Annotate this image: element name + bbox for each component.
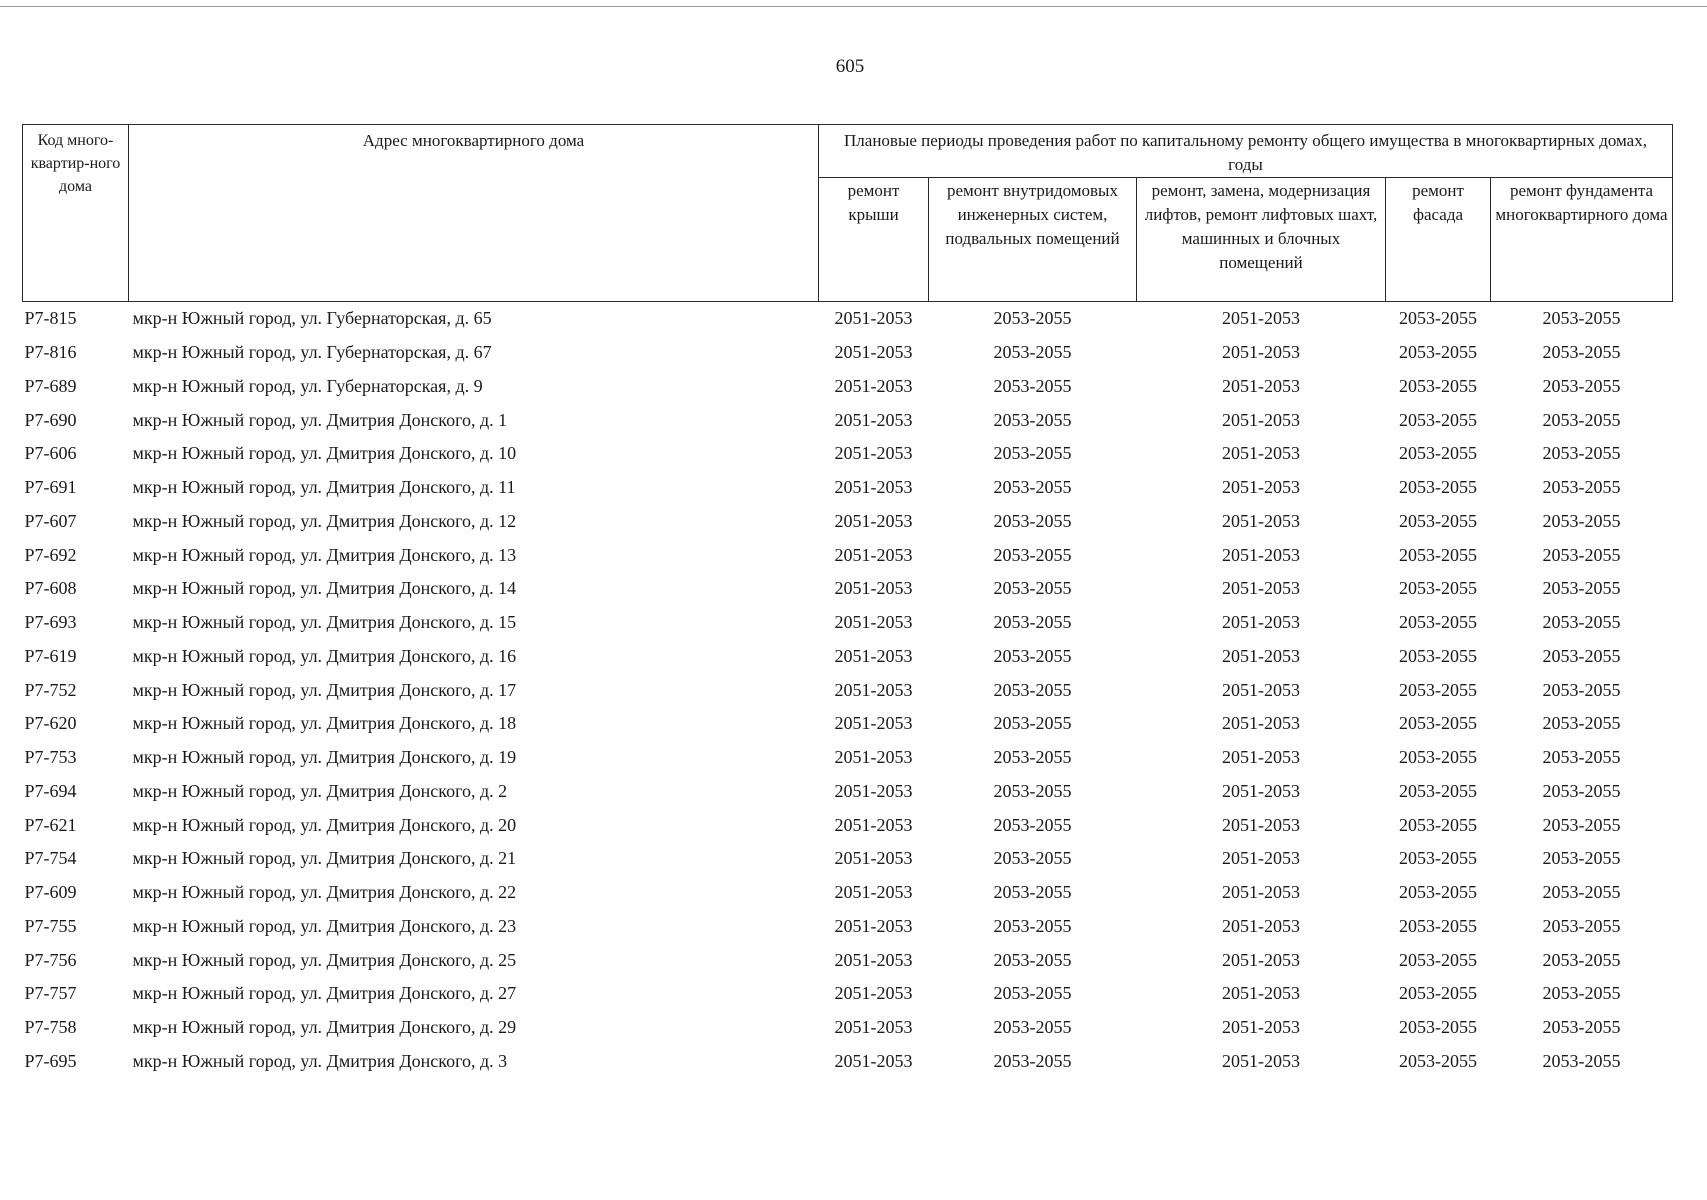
table-row [23, 1011, 1673, 1045]
cell-lifts: 2051-2053 [1222, 510, 1300, 531]
cell-foundation: 2053-2055 [1542, 882, 1621, 903]
cell-code: Р7-753 [24, 747, 77, 768]
cell-facade: 2053-2055 [1399, 443, 1477, 464]
cell-facade: 2053-2055 [1399, 780, 1477, 801]
cell-facade: 2053-2055 [1399, 848, 1477, 869]
cell-code: Р7-692 [24, 544, 77, 565]
cell-facade: 2053-2055 [1399, 375, 1477, 396]
cell-facade: 2053-2055 [1399, 477, 1477, 498]
cell-foundation: 2053-2055 [1542, 578, 1621, 599]
cell-roof: 2051-2053 [834, 848, 913, 869]
header-roof: ремонт крыши [819, 178, 929, 302]
cell-lifts: 2051-2053 [1222, 882, 1300, 903]
table-row [23, 842, 1673, 876]
cell-address: мкр-н Южный город, ул. Губернаторская, д. 65 [132, 308, 492, 329]
cell-code: Р7-757 [24, 983, 77, 1004]
cell-roof: 2051-2053 [834, 983, 913, 1004]
cell-code: Р7-756 [24, 949, 77, 970]
cell-systems: 2053-2055 [993, 1050, 1072, 1071]
cell-foundation: 2053-2055 [1542, 645, 1621, 666]
cell-code: Р7-816 [24, 342, 77, 363]
cell-systems: 2053-2055 [993, 612, 1072, 633]
cell-lifts: 2051-2053 [1222, 443, 1300, 464]
table-body [23, 302, 1673, 1079]
cell-address: мкр-н Южный город, ул. Дмитрия Донского, д. 21 [132, 848, 517, 869]
cell-roof: 2051-2053 [834, 544, 913, 565]
table-row [23, 741, 1673, 775]
cell-lifts: 2051-2053 [1222, 1050, 1300, 1071]
cell-facade: 2053-2055 [1399, 612, 1477, 633]
cell-systems: 2053-2055 [993, 578, 1072, 599]
cell-foundation: 2053-2055 [1542, 375, 1621, 396]
repair-schedule-table [22, 124, 1673, 1078]
cell-address: мкр-н Южный город, ул. Дмитрия Донского, д. 10 [132, 443, 517, 464]
table-row [23, 370, 1673, 404]
cell-roof: 2051-2053 [834, 443, 913, 464]
cell-lifts: 2051-2053 [1222, 747, 1300, 768]
cell-lifts: 2051-2053 [1222, 645, 1300, 666]
cell-roof: 2051-2053 [834, 1017, 913, 1038]
cell-roof: 2051-2053 [834, 375, 913, 396]
cell-systems: 2053-2055 [993, 443, 1072, 464]
cell-address: мкр-н Южный город, ул. Дмитрия Донского, д. 19 [132, 747, 517, 768]
cell-foundation: 2053-2055 [1542, 747, 1621, 768]
cell-roof: 2051-2053 [834, 814, 913, 835]
table-row [23, 673, 1673, 707]
cell-address: мкр-н Южный город, ул. Дмитрия Донского, д. 20 [132, 814, 517, 835]
cell-foundation: 2053-2055 [1542, 713, 1621, 734]
cell-facade: 2053-2055 [1399, 544, 1477, 565]
cell-code: Р7-606 [24, 443, 77, 464]
page-number: 605 [835, 56, 865, 77]
table-row [23, 437, 1673, 471]
cell-facade: 2053-2055 [1399, 814, 1477, 835]
cell-facade: 2053-2055 [1399, 308, 1477, 329]
cell-code: Р7-607 [24, 510, 77, 531]
cell-address: мкр-н Южный город, ул. Дмитрия Донского, д. 18 [132, 713, 517, 734]
cell-lifts: 2051-2053 [1222, 713, 1300, 734]
cell-address: мкр-н Южный город, ул. Губернаторская, д. 67 [132, 342, 492, 363]
cell-facade: 2053-2055 [1399, 949, 1477, 970]
cell-foundation: 2053-2055 [1542, 612, 1621, 633]
cell-facade: 2053-2055 [1399, 713, 1477, 734]
cell-address: мкр-н Южный город, ул. Дмитрия Донского, д. 2 [132, 780, 508, 801]
table-row [23, 808, 1673, 842]
cell-code: Р7-608 [24, 578, 77, 599]
cell-code: Р7-689 [24, 375, 77, 396]
cell-foundation: 2053-2055 [1542, 1050, 1621, 1071]
cell-systems: 2053-2055 [993, 645, 1072, 666]
cell-lifts: 2051-2053 [1222, 544, 1300, 565]
cell-facade: 2053-2055 [1399, 645, 1477, 666]
cell-address: мкр-н Южный город, ул. Дмитрия Донского, д. 29 [132, 1017, 517, 1038]
cell-roof: 2051-2053 [834, 915, 913, 936]
cell-systems: 2053-2055 [993, 882, 1072, 903]
cell-systems: 2053-2055 [993, 949, 1072, 970]
cell-foundation: 2053-2055 [1542, 915, 1621, 936]
cell-systems: 2053-2055 [993, 375, 1072, 396]
table-row [23, 606, 1673, 640]
header-address: Адрес многоквартирного дома [129, 125, 819, 302]
cell-foundation: 2053-2055 [1542, 848, 1621, 869]
table-row [23, 336, 1673, 370]
cell-systems: 2053-2055 [993, 1017, 1072, 1038]
table-row [23, 775, 1673, 809]
cell-code: Р7-619 [24, 645, 77, 666]
cell-systems: 2053-2055 [993, 308, 1072, 329]
cell-foundation: 2053-2055 [1542, 949, 1621, 970]
cell-address: мкр-н Южный город, ул. Дмитрия Донского, д. 1 [132, 409, 508, 430]
table-row [23, 640, 1673, 674]
cell-address: мкр-н Южный город, ул. Дмитрия Донского, д. 12 [132, 510, 517, 531]
cell-address: мкр-н Южный город, ул. Дмитрия Донского, д. 15 [132, 612, 517, 633]
cell-lifts: 2051-2053 [1222, 477, 1300, 498]
cell-facade: 2053-2055 [1399, 342, 1477, 363]
cell-foundation: 2053-2055 [1542, 409, 1621, 430]
cell-address: мкр-н Южный город, ул. Дмитрия Донского, д. 23 [132, 915, 517, 936]
cell-roof: 2051-2053 [834, 780, 913, 801]
cell-address: мкр-н Южный город, ул. Дмитрия Донского, д. 3 [132, 1050, 508, 1071]
cell-roof: 2051-2053 [834, 510, 913, 531]
cell-lifts: 2051-2053 [1222, 949, 1300, 970]
cell-lifts: 2051-2053 [1222, 983, 1300, 1004]
table-row [23, 505, 1673, 539]
cell-foundation: 2053-2055 [1542, 477, 1621, 498]
table-row [23, 538, 1673, 572]
cell-address: мкр-н Южный город, ул. Дмитрия Донского, д. 17 [132, 679, 517, 700]
cell-systems: 2053-2055 [993, 342, 1072, 363]
cell-lifts: 2051-2053 [1222, 409, 1300, 430]
cell-foundation: 2053-2055 [1542, 780, 1621, 801]
cell-lifts: 2051-2053 [1222, 814, 1300, 835]
cell-code: Р7-621 [24, 814, 77, 835]
cell-code: Р7-815 [24, 308, 77, 329]
cell-code: Р7-690 [24, 409, 77, 430]
cell-foundation: 2053-2055 [1542, 510, 1621, 531]
cell-roof: 2051-2053 [834, 409, 913, 430]
cell-address: мкр-н Южный город, ул. Дмитрия Донского, д. 11 [132, 477, 516, 498]
cell-lifts: 2051-2053 [1222, 578, 1300, 599]
cell-facade: 2053-2055 [1399, 915, 1477, 936]
cell-foundation: 2053-2055 [1542, 443, 1621, 464]
table-row [23, 302, 1673, 336]
cell-code: Р7-693 [24, 612, 77, 633]
cell-roof: 2051-2053 [834, 713, 913, 734]
cell-systems: 2053-2055 [993, 409, 1072, 430]
cell-code: Р7-609 [24, 882, 77, 903]
cell-systems: 2053-2055 [993, 780, 1072, 801]
cell-address: мкр-н Южный город, ул. Дмитрия Донского, д. 13 [132, 544, 517, 565]
cell-lifts: 2051-2053 [1222, 1017, 1300, 1038]
cell-address: мкр-н Южный город, ул. Дмитрия Донского, д. 22 [132, 882, 517, 903]
cell-systems: 2053-2055 [993, 915, 1072, 936]
cell-roof: 2051-2053 [834, 477, 913, 498]
table-row [23, 1045, 1673, 1079]
cell-facade: 2053-2055 [1399, 578, 1477, 599]
cell-lifts: 2051-2053 [1222, 679, 1300, 700]
cell-address: мкр-н Южный город, ул. Дмитрия Донского, д. 25 [132, 949, 517, 970]
cell-code: Р7-754 [24, 848, 77, 869]
cell-foundation: 2053-2055 [1542, 1017, 1621, 1038]
cell-address: мкр-н Южный город, ул. Дмитрия Донского, д. 27 [132, 983, 517, 1004]
cell-lifts: 2051-2053 [1222, 780, 1300, 801]
cell-foundation: 2053-2055 [1542, 983, 1621, 1004]
cell-roof: 2051-2053 [834, 882, 913, 903]
cell-code: Р7-755 [24, 915, 77, 936]
cell-systems: 2053-2055 [993, 510, 1072, 531]
cell-systems: 2053-2055 [993, 477, 1072, 498]
cell-address: мкр-н Южный город, ул. Губернаторская, д. 9 [132, 375, 483, 396]
cell-lifts: 2051-2053 [1222, 612, 1300, 633]
cell-systems: 2053-2055 [993, 747, 1072, 768]
cell-address: мкр-н Южный город, ул. Дмитрия Донского, д. 14 [132, 578, 517, 599]
cell-systems: 2053-2055 [993, 983, 1072, 1004]
cell-facade: 2053-2055 [1399, 882, 1477, 903]
cell-code: Р7-695 [24, 1050, 77, 1071]
cell-facade: 2053-2055 [1399, 1017, 1477, 1038]
cell-code: Р7-758 [24, 1017, 77, 1038]
top-rule [0, 6, 1707, 7]
cell-roof: 2051-2053 [834, 1050, 913, 1071]
cell-roof: 2051-2053 [834, 747, 913, 768]
cell-foundation: 2053-2055 [1542, 814, 1621, 835]
cell-address: мкр-н Южный город, ул. Дмитрия Донского, д. 16 [132, 645, 517, 666]
cell-roof: 2051-2053 [834, 612, 913, 633]
header-lifts: ремонт, замена, модернизация лифтов, ремонт лифтовых шахт, машинных и блочных помещений [1137, 178, 1386, 302]
table-row [23, 910, 1673, 944]
cell-lifts: 2051-2053 [1222, 342, 1300, 363]
cell-roof: 2051-2053 [834, 308, 913, 329]
cell-roof: 2051-2053 [834, 578, 913, 599]
cell-facade: 2053-2055 [1399, 510, 1477, 531]
table-row [23, 977, 1673, 1011]
header-systems: ремонт внутридомовых инженерных систем, подвальных помещений [929, 178, 1137, 302]
cell-systems: 2053-2055 [993, 814, 1072, 835]
header-foundation: ремонт фундамента многоквартирного дома [1491, 178, 1673, 302]
cell-roof: 2051-2053 [834, 342, 913, 363]
table-row [23, 403, 1673, 437]
header-periods-group: Плановые периоды проведения работ по капитальному ремонту общего имущества в многоквартирных домах, годы [819, 125, 1673, 178]
table-row [23, 471, 1673, 505]
table-row [23, 943, 1673, 977]
cell-lifts: 2051-2053 [1222, 848, 1300, 869]
cell-foundation: 2053-2055 [1542, 342, 1621, 363]
cell-code: Р7-752 [24, 679, 77, 700]
cell-facade: 2053-2055 [1399, 409, 1477, 430]
table-row [23, 707, 1673, 741]
cell-systems: 2053-2055 [993, 544, 1072, 565]
header-code: Код много-квартир-ного дома [23, 125, 129, 302]
cell-facade: 2053-2055 [1399, 747, 1477, 768]
cell-roof: 2051-2053 [834, 679, 913, 700]
table-row [23, 572, 1673, 606]
cell-code: Р7-620 [24, 713, 77, 734]
cell-systems: 2053-2055 [993, 848, 1072, 869]
cell-systems: 2053-2055 [993, 679, 1072, 700]
cell-lifts: 2051-2053 [1222, 375, 1300, 396]
cell-systems: 2053-2055 [993, 713, 1072, 734]
cell-foundation: 2053-2055 [1542, 679, 1621, 700]
cell-foundation: 2053-2055 [1542, 544, 1621, 565]
cell-facade: 2053-2055 [1399, 1050, 1477, 1071]
cell-code: Р7-691 [24, 477, 77, 498]
cell-roof: 2051-2053 [834, 949, 913, 970]
cell-lifts: 2051-2053 [1222, 308, 1300, 329]
cell-foundation: 2053-2055 [1542, 308, 1621, 329]
header-facade: ремонт фасада [1386, 178, 1491, 302]
cell-lifts: 2051-2053 [1222, 915, 1300, 936]
table-row [23, 876, 1673, 910]
cell-roof: 2051-2053 [834, 645, 913, 666]
cell-facade: 2053-2055 [1399, 983, 1477, 1004]
cell-code: Р7-694 [24, 780, 77, 801]
cell-facade: 2053-2055 [1399, 679, 1477, 700]
